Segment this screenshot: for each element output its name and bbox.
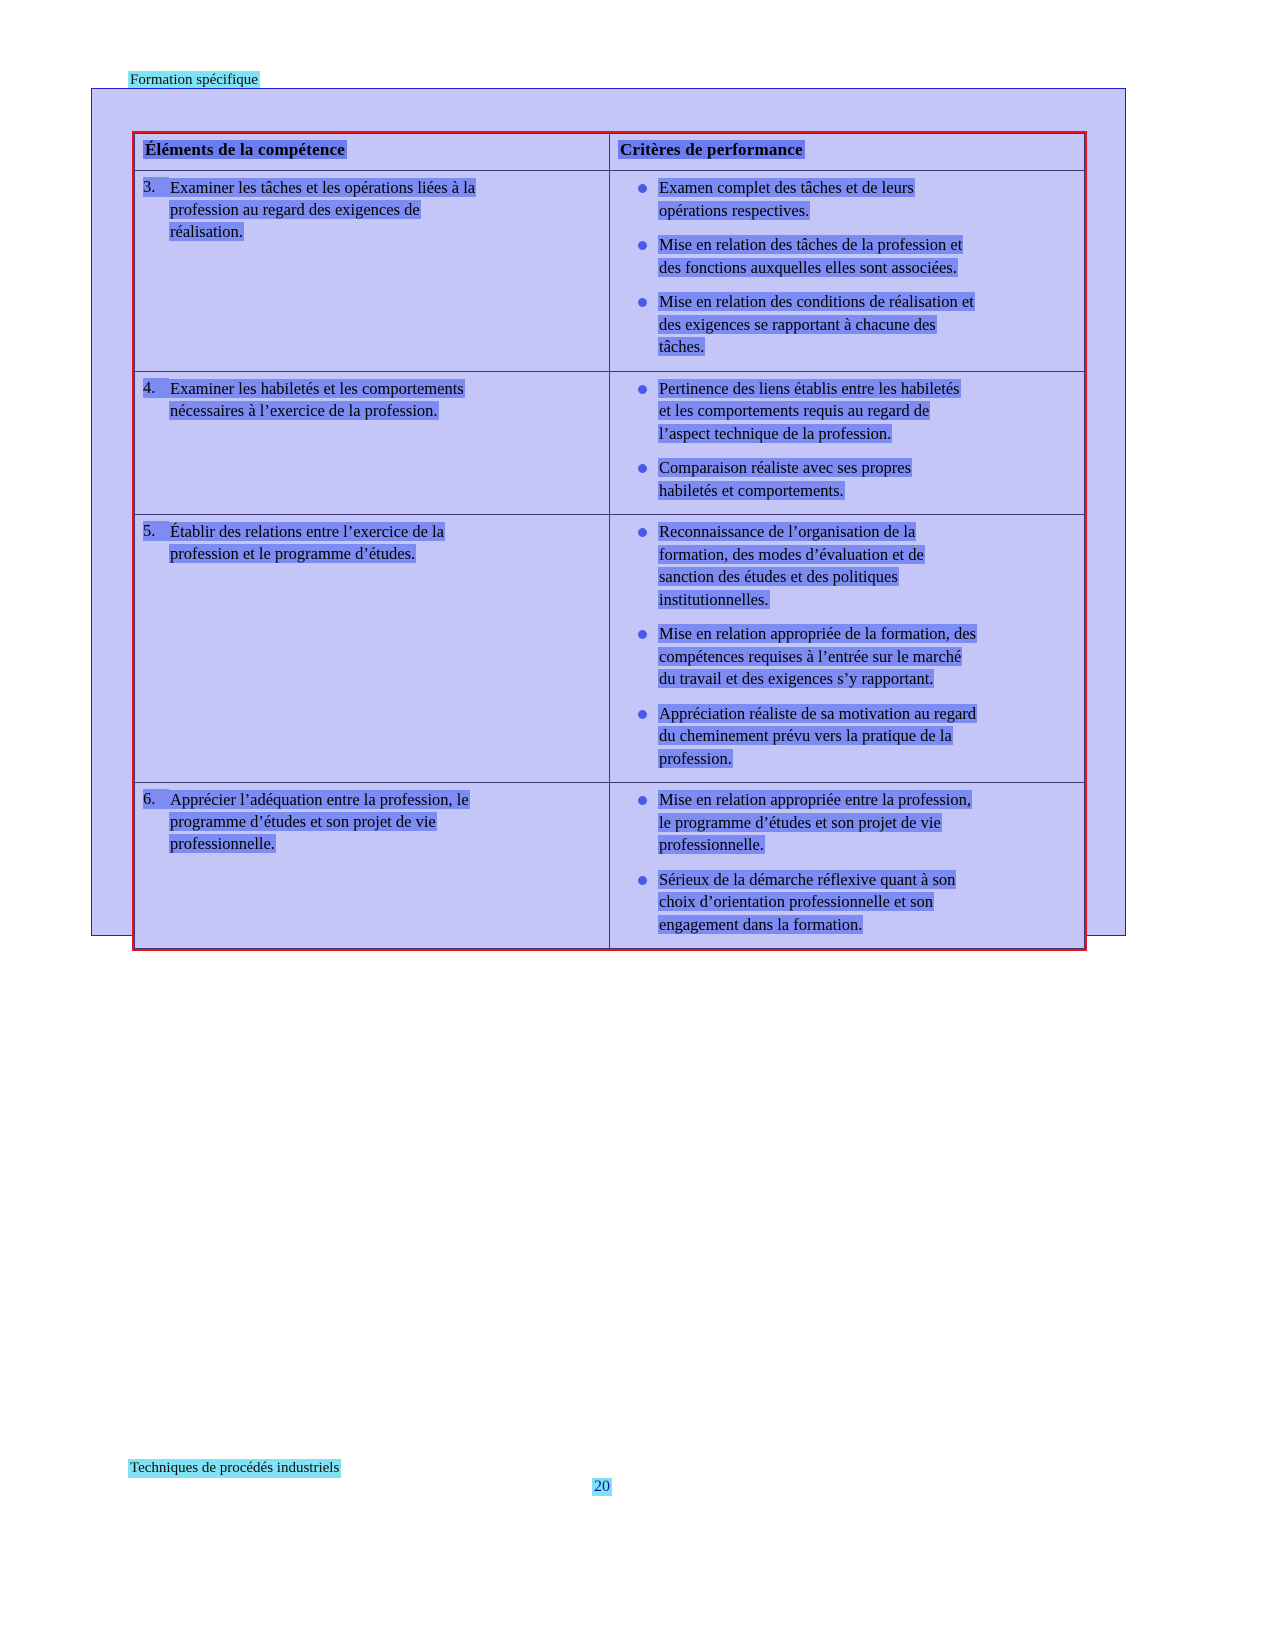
table-header-cell-criteria (610, 134, 1085, 171)
list-item (618, 291, 1076, 359)
criteria-text: Reconnaissance de l’organisation de la formation, des modes d’évaluation et de sanction des études et des politiques institutionnelles. (659, 522, 924, 609)
footer-program-label: Techniques de procédés industriels (130, 1460, 340, 1476)
criteria-text: Comparaison réaliste avec ses propres habiletés et comportements. (659, 458, 911, 500)
list-item (618, 234, 1076, 279)
bullet-icon (638, 528, 647, 537)
element-cell (135, 783, 610, 949)
element-cell (135, 171, 610, 372)
bullet-icon (638, 464, 647, 473)
bullet-icon (638, 630, 647, 639)
bullet-icon (638, 876, 647, 885)
criteria-text: Mise en relation des tâches de la profession et des fonctions auxquelles elles sont associées. (659, 235, 963, 277)
table-row (135, 515, 1085, 783)
document-section-header: Formation spécifique (130, 72, 258, 88)
criteria-text: Appréciation réaliste de sa motivation au regard du cheminement prévu vers la pratique de la profession. (659, 703, 977, 768)
table-row (135, 783, 1085, 949)
criteria-list (618, 177, 1076, 359)
bullet-icon (638, 796, 647, 805)
table-row (135, 171, 1085, 372)
criteria-text: Mise en relation appropriée entre la profession, le programme d’études et son projet de vie professionnelle. (659, 790, 972, 854)
column-header-elements: Éléments de la compétence (145, 140, 345, 159)
bullet-icon (638, 241, 647, 250)
criteria-cell (610, 783, 1085, 949)
column-header-criteria: Critères de performance (620, 140, 803, 159)
criteria-text: Mise en relation appropriée de la formation, des compétences requises à l’entrée sur le marché du travail et des exigences s’y rapportant. (659, 624, 977, 688)
list-item (618, 703, 1076, 771)
bullet-icon (638, 385, 647, 394)
criteria-list (618, 521, 1076, 770)
element-number: 5. (143, 521, 169, 541)
bullet-icon (638, 298, 647, 307)
bullet-icon (638, 184, 647, 193)
element-text: Établir des relations entre l’exercice de la profession et le programme d’études. (170, 522, 444, 563)
criteria-text: Sérieux de la démarche réflexive quant à son choix d’orientation professionnelle et son engagement dans la formation. (659, 869, 956, 934)
list-item (618, 177, 1076, 222)
table-row (135, 371, 1085, 515)
footer-page-number: 20 (594, 1478, 610, 1495)
criteria-cell (610, 171, 1085, 372)
element-text: Examiner les tâches et les opérations liées à la profession au regard des exigences de réalisation. (170, 178, 476, 241)
list-item (618, 521, 1076, 611)
element-number: 3. (143, 177, 169, 197)
element-cell (135, 371, 610, 515)
element-number: 6. (143, 789, 169, 809)
criteria-cell (610, 371, 1085, 515)
bullet-icon (638, 710, 647, 719)
list-item (618, 789, 1076, 857)
criteria-text: Mise en relation des conditions de réalisation et des exigences se rapportant à chacune des tâches. (659, 292, 974, 356)
table-header-row (135, 134, 1085, 171)
element-text: Apprécier l’adéquation entre la profession, le programme d’études et son projet de vie professionnelle. (170, 790, 469, 853)
list-item (618, 623, 1076, 691)
table-header-cell-elements (135, 134, 610, 171)
criteria-text: Pertinence des liens établis entre les habiletés et les comportements requis au regard de l’aspect technique de la profession. (659, 378, 960, 443)
criteria-text: Examen complet des tâches et de leurs opérations respectives. (659, 178, 914, 220)
element-cell (135, 515, 610, 783)
criteria-cell (610, 515, 1085, 783)
list-item (618, 869, 1076, 937)
criteria-list (618, 378, 1076, 503)
competency-table (132, 131, 1087, 951)
element-number: 4. (143, 378, 169, 398)
criteria-list (618, 789, 1076, 936)
element-text: Examiner les habiletés et les comportements nécessaires à l’exercice de la profession. (170, 378, 464, 420)
list-item (618, 457, 1076, 502)
page-content-region (91, 88, 1126, 936)
list-item (618, 378, 1076, 446)
